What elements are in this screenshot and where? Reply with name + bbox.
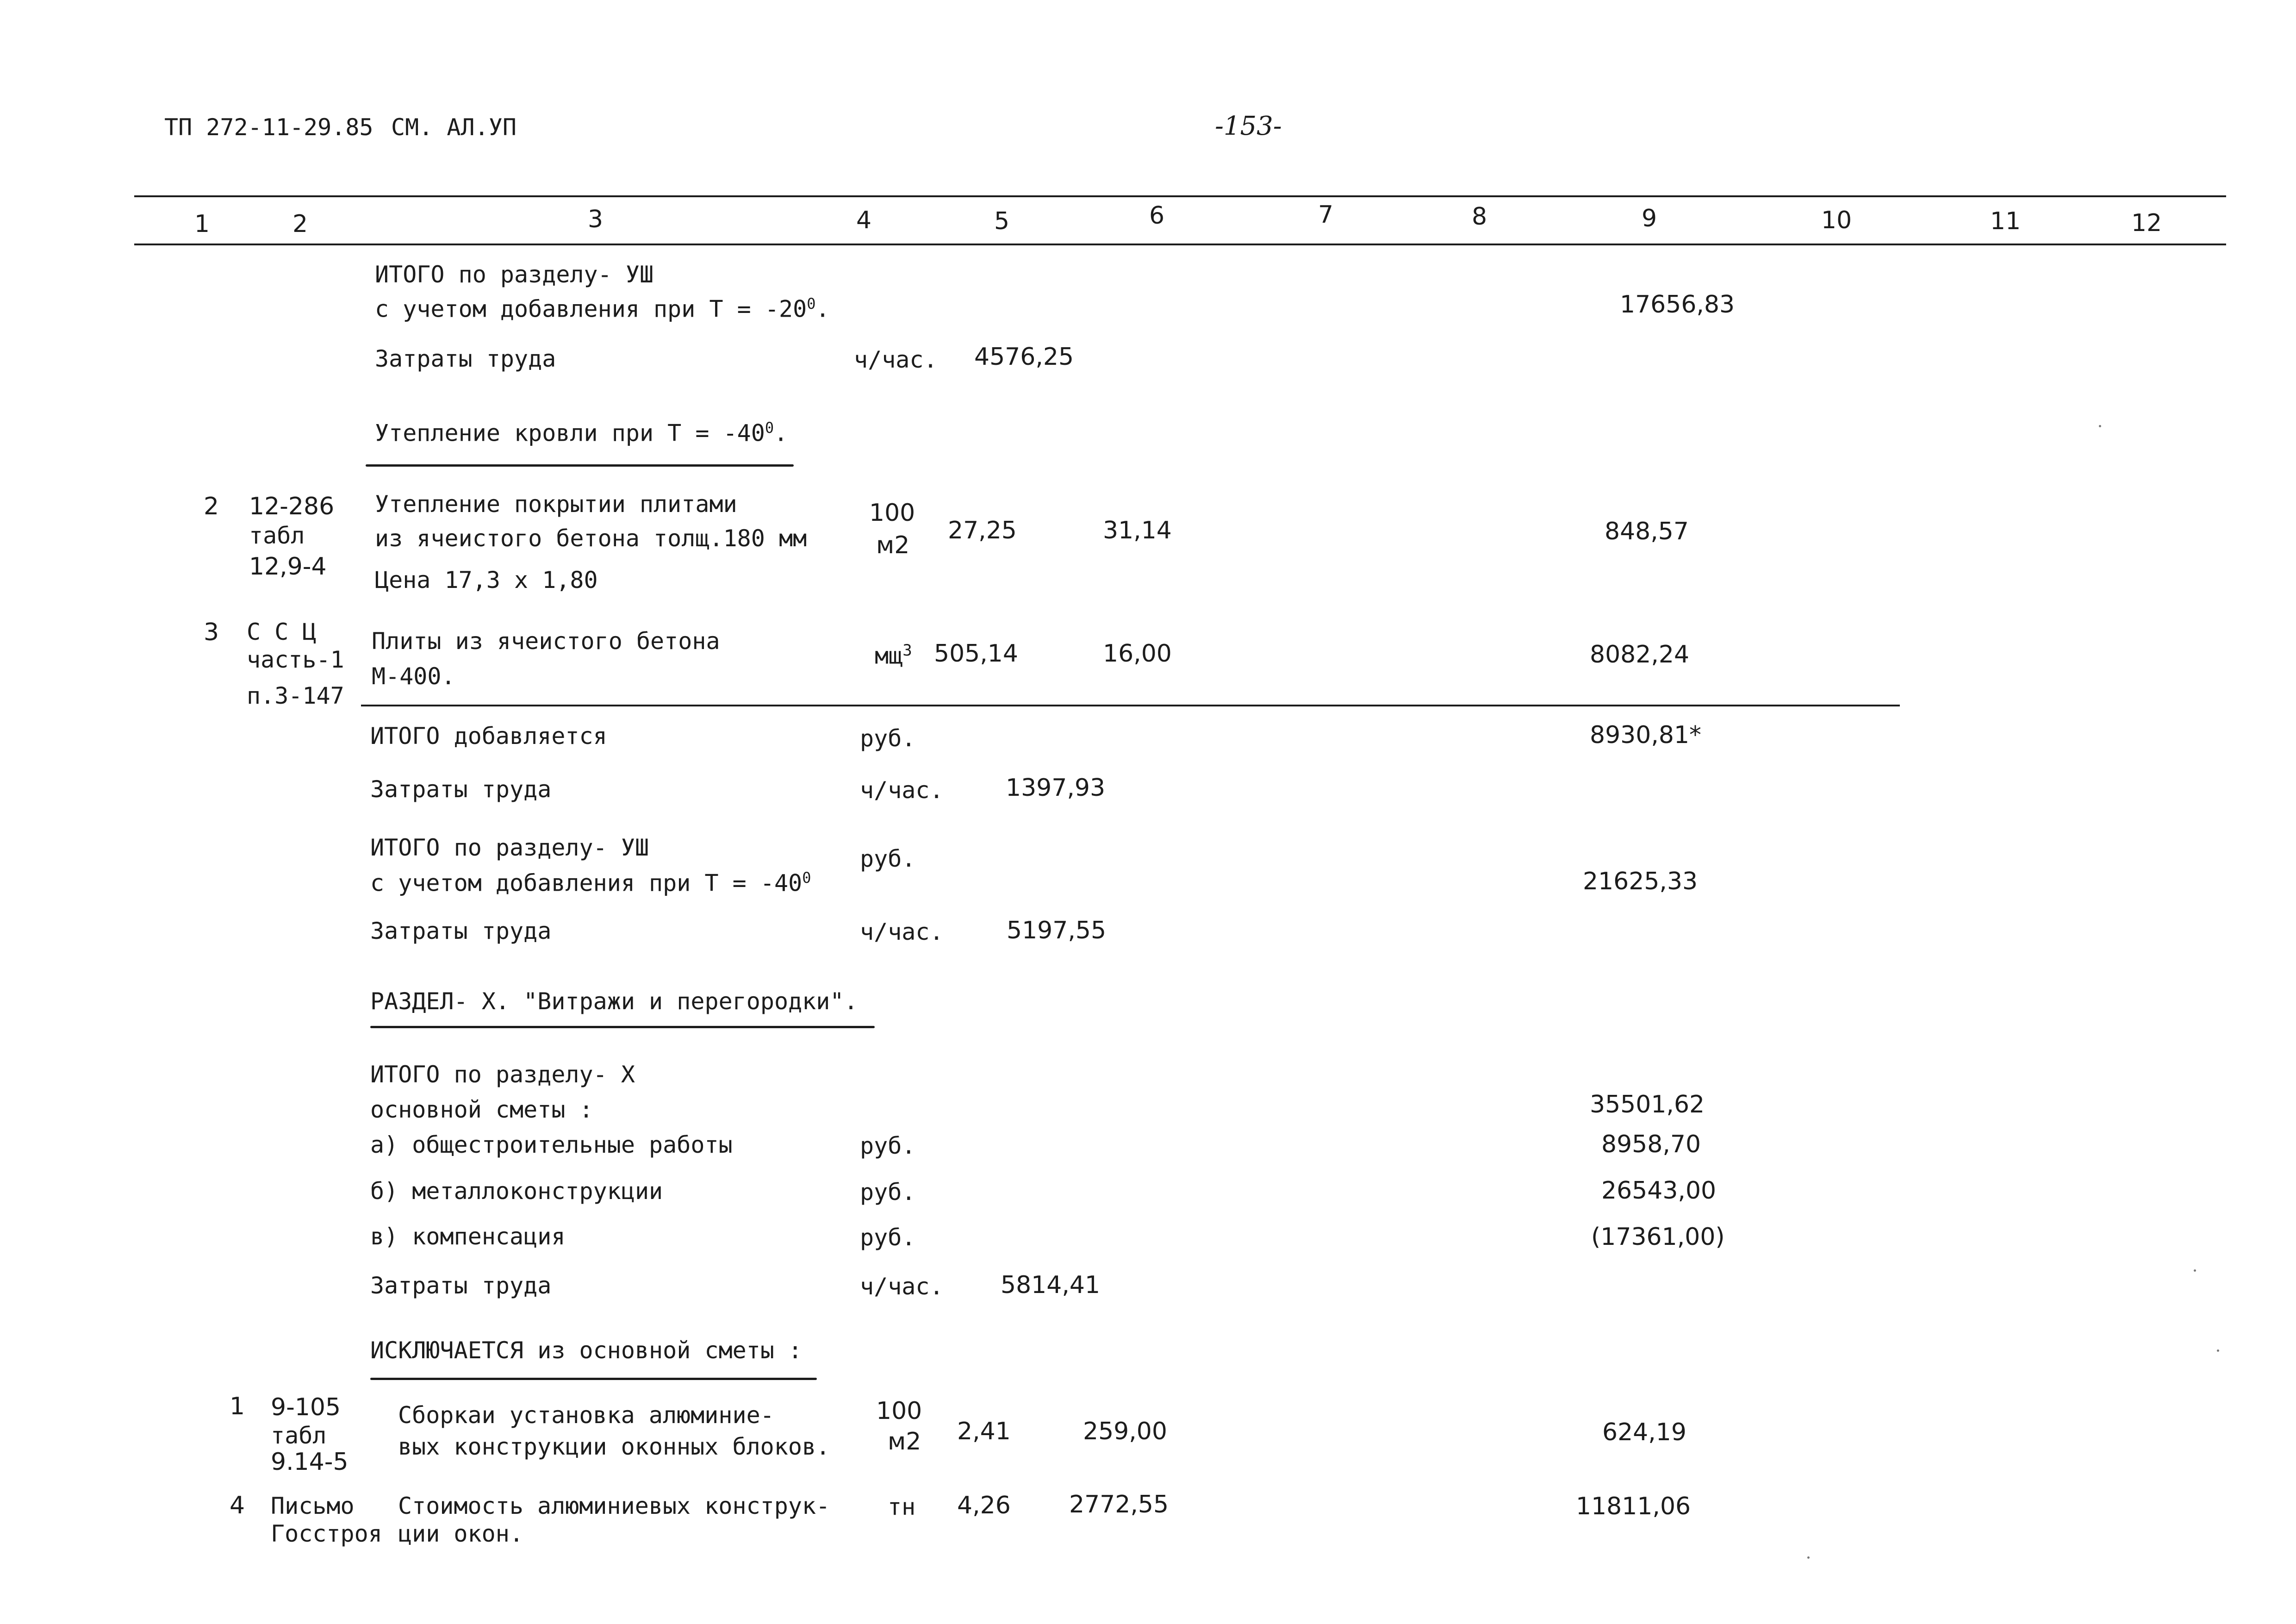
source-document: Письмо bbox=[271, 1493, 355, 1519]
heading-underline bbox=[366, 464, 794, 467]
column-number: 3 bbox=[588, 206, 604, 233]
degree-sup: 0 bbox=[807, 295, 816, 312]
condition-text: с учетом добавления при Т = -20 bbox=[375, 295, 807, 323]
material-description: Плиты из ячеистого бетона bbox=[372, 628, 720, 655]
column-number: 5 bbox=[994, 207, 1010, 235]
rate-code: 9-105 bbox=[271, 1393, 341, 1421]
degree-sup: 0 bbox=[802, 869, 811, 887]
labor-cost-label: Затраты труда bbox=[370, 776, 552, 803]
section-total-label: ИТОГО по разделу- УШ bbox=[370, 834, 649, 861]
column-number: 2 bbox=[292, 210, 308, 238]
cost-breakdown-label: б) металлоконструкции bbox=[370, 1178, 663, 1205]
heading-text: Утепление кровли при Т = -40 bbox=[375, 419, 765, 447]
currency-unit: руб. bbox=[860, 725, 916, 752]
labor-cost-label: Затраты труда bbox=[375, 345, 556, 372]
total-cost: 624,19 bbox=[1602, 1418, 1686, 1446]
currency-unit: руб. bbox=[860, 845, 916, 872]
unit-sup: 3 bbox=[902, 641, 912, 660]
exclusion-heading: ИСКЛЮЧАЕТСЯ из основной сметы : bbox=[370, 1337, 803, 1364]
column-number: 8 bbox=[1472, 203, 1487, 231]
currency-unit: руб. bbox=[860, 1224, 916, 1251]
section-total-value: 21625,33 bbox=[1583, 868, 1698, 895]
column-number: 4 bbox=[856, 206, 872, 234]
column-number: 7 bbox=[1318, 201, 1334, 229]
unit-measure: м2 bbox=[876, 531, 910, 559]
rate-code: С С Ц bbox=[247, 618, 317, 645]
condition-tail: . bbox=[815, 295, 830, 323]
subsection-heading bbox=[375, 420, 788, 445]
rate-table-number: 12,9-4 bbox=[249, 553, 327, 581]
rate-table-number: 9.14-5 bbox=[271, 1448, 348, 1476]
labor-cost-label: Затраты труда bbox=[370, 1272, 552, 1299]
heading-underline bbox=[370, 1378, 817, 1380]
labor-unit: ч/час. bbox=[860, 918, 944, 945]
work-description: Сборкаи установка алюминие- bbox=[398, 1402, 774, 1429]
column-number: 6 bbox=[1149, 202, 1165, 230]
price-formula: Цена 17,3 х 1,80 bbox=[375, 567, 598, 593]
rate-table: табл bbox=[249, 522, 305, 549]
section-total-value: 17656,83 bbox=[1620, 291, 1735, 319]
work-description: Утепление покрытии плитами bbox=[375, 491, 737, 518]
table-top-rule bbox=[134, 195, 2226, 197]
labor-cost-label: Затраты труда bbox=[370, 918, 552, 944]
material-description: М-400. bbox=[372, 663, 455, 690]
quantity: 4,26 bbox=[957, 1492, 1011, 1519]
labor-unit: ч/час. bbox=[860, 777, 944, 804]
cost-breakdown-label: в) компенсация bbox=[370, 1223, 566, 1250]
unit-measure: м2 bbox=[888, 1428, 921, 1455]
item-number: 3 bbox=[204, 618, 219, 646]
unit-price: 2772,55 bbox=[1069, 1491, 1169, 1518]
condition-text: с учетом добавления при Т = -40 bbox=[370, 869, 803, 897]
unit-price: 16,00 bbox=[1103, 640, 1172, 668]
rate-part: часть-1 bbox=[247, 646, 344, 673]
added-total-value: 8930,81* bbox=[1590, 721, 1702, 749]
work-description: вых конструкции оконных блоков. bbox=[398, 1433, 830, 1460]
work-description: из ячеистого бетона толщ.180 мм bbox=[375, 525, 807, 552]
labor-hours: 4576,25 bbox=[974, 343, 1074, 371]
currency-unit: руб. bbox=[860, 1179, 916, 1206]
table-header-rule bbox=[134, 244, 2226, 245]
page-number: -153- bbox=[1215, 111, 1282, 141]
material-description: Стоимость алюминиевых конструк- bbox=[398, 1493, 830, 1519]
scan-speck bbox=[1807, 1556, 1810, 1559]
column-number: 1 bbox=[194, 210, 210, 238]
section-heading: РАЗДЕЛ- Х. "Витражи и перегородки". bbox=[370, 988, 858, 1015]
labor-hours: 5197,55 bbox=[1007, 917, 1107, 944]
labor-unit: ч/час. bbox=[860, 1273, 944, 1300]
cost-breakdown-label: а) общестроительные работы bbox=[370, 1131, 733, 1158]
section-total-condition bbox=[370, 870, 811, 895]
total-cost: 11811,06 bbox=[1576, 1493, 1691, 1520]
quantity: 505,14 bbox=[934, 640, 1018, 668]
labor-unit: ч/час. bbox=[854, 346, 938, 373]
scan-speck bbox=[2217, 1349, 2219, 1352]
total-cost: 848,57 bbox=[1605, 518, 1689, 545]
labor-hours: 5814,41 bbox=[1001, 1271, 1101, 1299]
source-issuer: Госстроя bbox=[271, 1520, 382, 1547]
column-number: 10 bbox=[1821, 206, 1852, 234]
material-description: ции окон. bbox=[398, 1520, 523, 1547]
unit-measure bbox=[875, 643, 912, 668]
unit-measure: 100 bbox=[869, 499, 915, 527]
item-number: 2 bbox=[204, 493, 219, 520]
section-total-value: 35501,62 bbox=[1590, 1091, 1705, 1118]
scan-speck bbox=[2099, 425, 2101, 427]
unit-measure: 100 bbox=[876, 1397, 922, 1425]
section-total-label: ИТОГО по разделу- УШ bbox=[375, 261, 654, 288]
added-total-label: ИТОГО добавляется bbox=[370, 723, 607, 750]
section-total-subtitle: основной сметы : bbox=[370, 1096, 593, 1123]
cost-breakdown-value: 26543,00 bbox=[1601, 1177, 1717, 1205]
total-cost: 8082,24 bbox=[1590, 641, 1690, 668]
quantity: 27,25 bbox=[948, 517, 1017, 544]
degree-sup: 0 bbox=[765, 419, 774, 437]
unit-text: мщ bbox=[875, 642, 903, 669]
rate-table: табл bbox=[271, 1422, 327, 1449]
column-number: 9 bbox=[1642, 205, 1657, 232]
unit-measure: тн bbox=[888, 1493, 916, 1520]
item-number: 4 bbox=[230, 1492, 245, 1519]
column-number: 11 bbox=[1990, 207, 2021, 235]
heading-tail: . bbox=[774, 419, 788, 447]
item-number: 1 bbox=[230, 1393, 245, 1420]
section-total-condition bbox=[375, 296, 830, 321]
section-total-label: ИТОГО по разделу- Х bbox=[370, 1061, 635, 1088]
heading-underline bbox=[370, 1026, 875, 1028]
rate-code: 12-286 bbox=[249, 493, 335, 520]
document-code: ТП 272-11-29.85 bbox=[164, 114, 373, 141]
column-number: 12 bbox=[2131, 209, 2162, 237]
scan-speck bbox=[2194, 1269, 2196, 1272]
sheet-reference: СМ. АЛ.УП bbox=[391, 114, 516, 141]
unit-price: 31,14 bbox=[1103, 517, 1172, 544]
cost-breakdown-value: (17361,00) bbox=[1591, 1223, 1725, 1251]
rate-paragraph: п.3-147 bbox=[247, 682, 344, 709]
labor-hours: 1397,93 bbox=[1006, 774, 1106, 802]
currency-unit: руб. bbox=[860, 1132, 916, 1159]
unit-price: 259,00 bbox=[1083, 1418, 1167, 1445]
quantity: 2,41 bbox=[957, 1418, 1011, 1445]
cost-breakdown-value: 8958,70 bbox=[1601, 1131, 1701, 1158]
subtotal-rule bbox=[361, 705, 1900, 706]
